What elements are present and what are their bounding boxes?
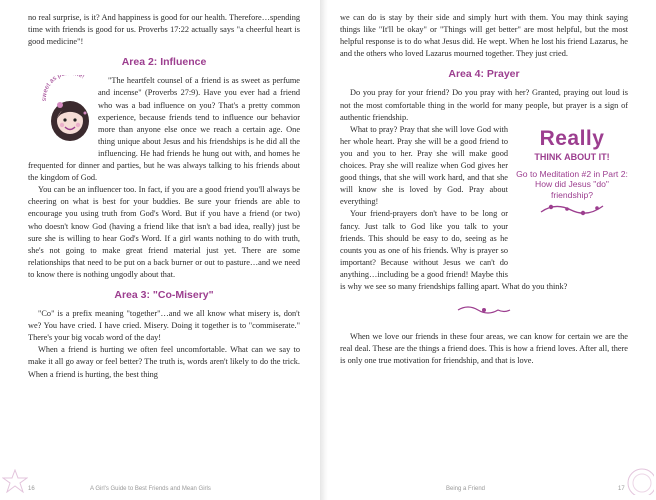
influence-paragraph-2: You can be an influencer too. In fact, if you are a good friend you'll always be cheering on what is best for your buddies. Be sure your friends are able to encourage you using truth from God's Word. But if you have a friend (or two) who doesn't know God (having a friend like that isn't a bad idea, really) just be sure she is willing to hear God's Word. If a girl wants nothing to do with truth, she's not going to make great friend material just yet. There are some relationships that need to be put on a back burner or out to pasture…and we need to know there is nothing ungodly about that.	[28, 185, 300, 279]
callout-really: Really	[539, 126, 605, 150]
right-page-number: 17	[618, 486, 625, 492]
left-running-title: A Girl's Guide to Best Friends and Mean Girls	[90, 486, 211, 492]
heading-area-2-influence: Area 2: Influence	[121, 56, 207, 69]
circle-decoration-icon	[620, 461, 654, 500]
star-decoration-icon	[2, 469, 28, 498]
left-intro-paragraph: no real surprise, is it? And happiness is good for our health. Therefore…spending time with friends is good for us. Proverbs 17:22 actually says "a cheerful heart is good medicine"!	[28, 13, 300, 47]
right-page-text-column	[340, 12, 628, 367]
callout-think-about-it: THINK ABOUT IT!	[534, 151, 610, 162]
svg-text:sweet as perfume!	[41, 75, 86, 101]
heading-area-4-prayer: Area 4: Prayer	[448, 68, 520, 81]
callout-meditation-reference: Go to Meditation #2 in Part 2: How did Jesus "do" friendship?	[516, 168, 628, 200]
book-gutter	[320, 0, 328, 500]
right-page	[328, 0, 656, 500]
heading-area-3-comisery: Area 3: "Co-Misery"	[114, 288, 214, 301]
left-page-number: 16	[28, 486, 35, 492]
prayer-paragraph-2: What to pray? Pray that she will love God with her whole heart. Pray she will be a good friend to you and you to her. Pray she will make good choices. Pray she will realize when God gives her good things, that she will work hard, and that she will know she is loved by God. Pray about everything!	[340, 124, 508, 207]
illustration-caption: sweet as p e!	[40, 75, 86, 102]
prayer-paragraph-3: Your friend-prayers don't have to be long or fancy. Just talk to God like you talk to your friends. This should be easy to do, seeing as he counts you as one of his friends. Why is prayer so important? Because without Jesus we can't do anything…including be a good friend! Maybe this is why we see so many friendships falling apart. What do you think?	[340, 209, 568, 291]
really-think-about-it-callout	[516, 128, 628, 270]
right-running-title: Being a Friend	[446, 486, 486, 492]
comisery-paragraph-2: When a friend is hurting we often feel uncomfortable. What can we say to make it all go away or feel better? The truth is, words aren't likely to do the trick. When a friend is hurting, the best thing	[28, 345, 300, 379]
influence-paragraph-1-text: "The heartfelt counsel of a friend is as sweet as perfume and incense" (Proverbs 27:9). Have you ever had a friend who was a bad influence on you? That's a pretty common experience, because friends tend to influence our behavior more than anyone else once we reach a certain age. One thing unique about Jesus and his friendships is he did all the influencing. He had friends he hung out with, and homes he frequented for dinner and parties, but he was always talking to his friends about the kingdom of God.	[28, 76, 300, 183]
left-page-text-column	[28, 12, 300, 381]
flourish-vine-icon	[537, 210, 607, 220]
ornamental-divider-icon	[340, 303, 628, 317]
prayer-paragraph-1: Do you pray for your friend? Do you pray with her? Granted, praying out loud is not the most comfortable thing in the world for many people, but prayer is a sign of authentic friendship.	[340, 88, 628, 122]
left-page	[0, 0, 320, 500]
girl-illustration	[28, 75, 92, 147]
closing-paragraph: When we love our friends in these four areas, we can know for certain we are the real deal. These are the things a friend does. This is how a friend loves. After all, there is only one true motivation for friendship, and that is love.	[340, 332, 628, 366]
comisery-paragraph-1: "Co" is a prefix meaning "together"…and we all know what misery is, don't we? You have cried. I have cried. Misery. Doing it together is to "commiserate." There's your big vocab word of the day!	[28, 309, 300, 343]
influence-paragraph-1	[28, 75, 300, 184]
right-intro-paragraph: we can do is stay by their side and simply hurt with them. You may think saying things like "It'll be okay" or "Things will get better" are most helpful, but the most helpful response is to do what Jesus did. He wept. When he lost his friend Lazarus, he and the others who loved Lazarus mourned together. They just cried.	[340, 13, 628, 59]
